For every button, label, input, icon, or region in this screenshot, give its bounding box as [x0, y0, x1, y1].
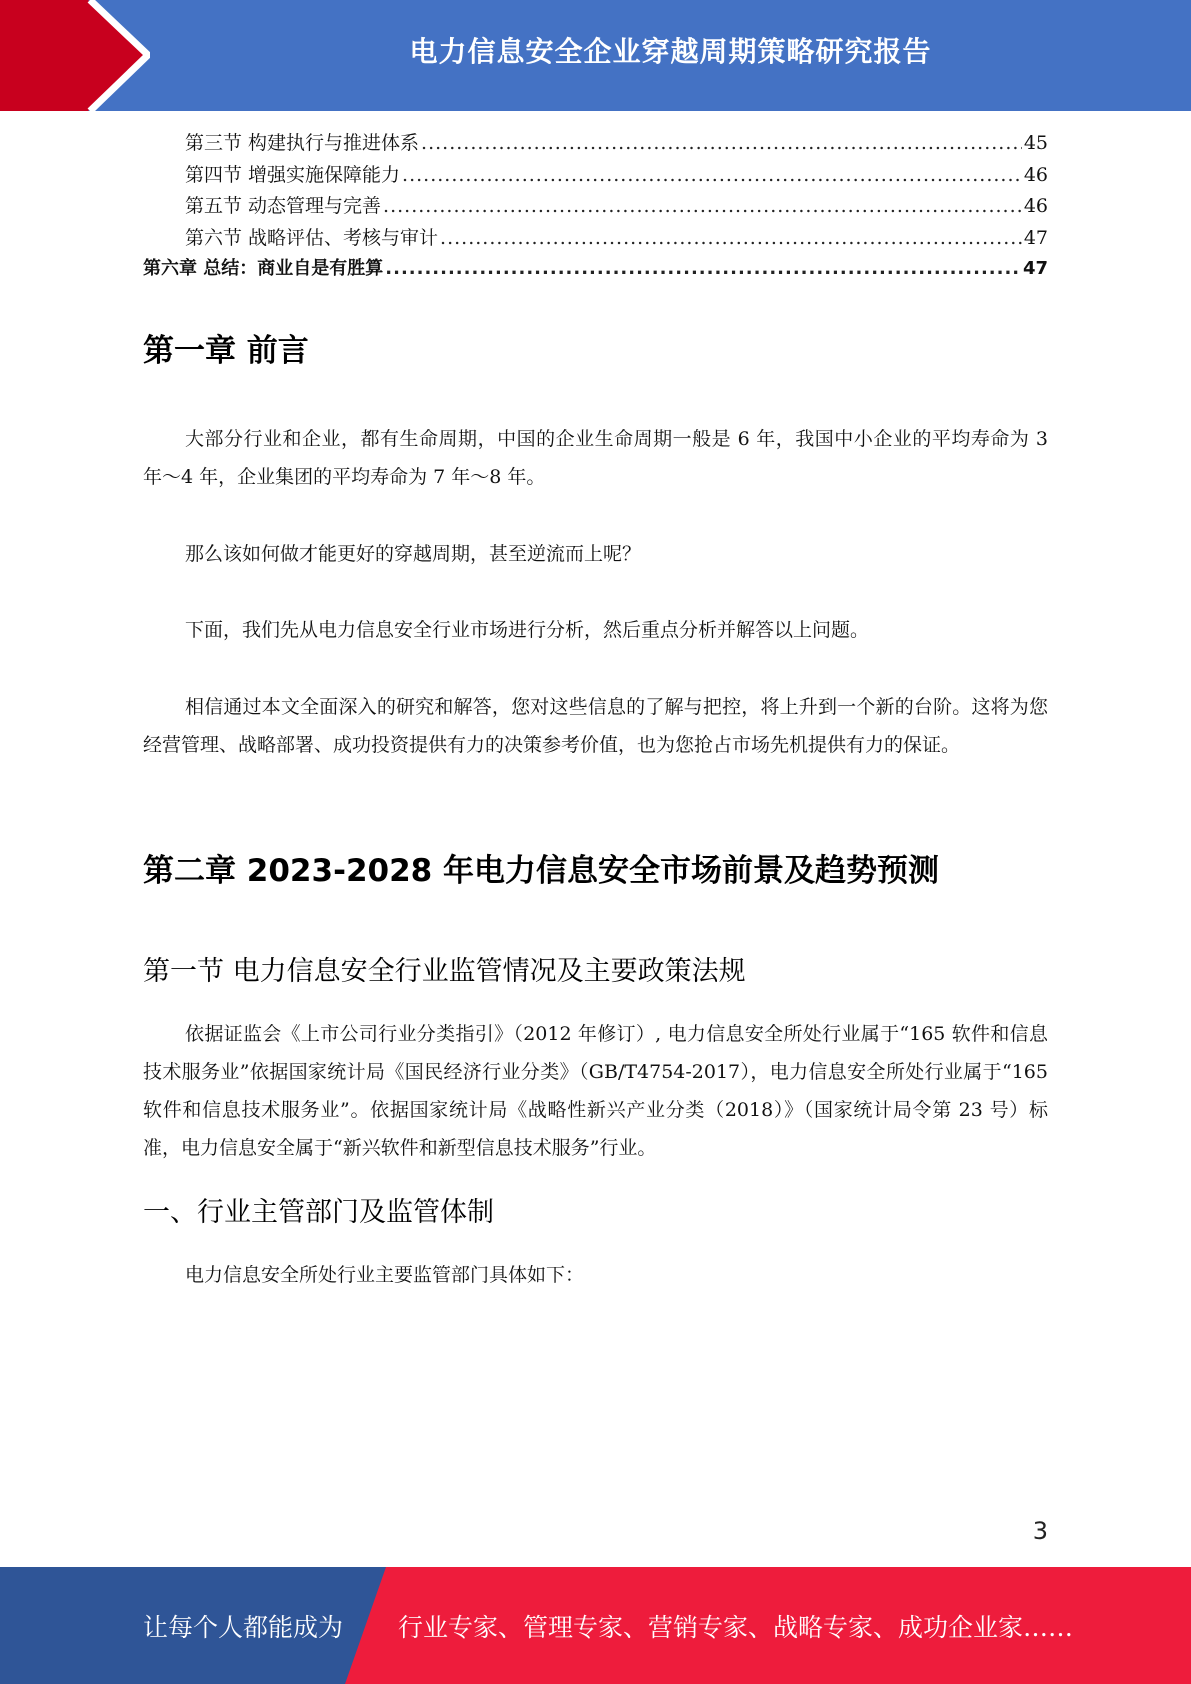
page-number: 3 — [1032, 1517, 1048, 1545]
toc-page-number: 47 — [1023, 226, 1048, 249]
paragraph: 电力信息安全所处行业主要监管部门具体如下： — [185, 1264, 585, 1286]
toc-label: 第四节 增强实施保障能力 — [185, 163, 401, 186]
subsection-heading: 一、行业主管部门及监管体制 — [143, 1197, 494, 1228]
toc-leader-dots — [440, 227, 1022, 249]
toc-label: 第六节 战略评估、考核与审计 — [185, 226, 439, 249]
paragraph: 大部分行业和企业，都有生命周期，中国的企业生命周期一般是 6 年，我国中小企业的平均寿命为 3 年～4 年，企业集团的平均寿命为 7 年～8 年。 — [143, 428, 1048, 488]
toc-row[interactable] — [143, 223, 1048, 255]
toc-label: 第五节 动态管理与完善 — [185, 195, 382, 217]
chapter-2-heading: 第二章 2023-2028 年电力信息安全市场前景及趋势预测 — [143, 853, 940, 889]
paragraph: 依据证监会《上市公司行业分类指引》（2012 年修订）, 电力信息安全所处行业属于“165 软件和信息技术服务业”依据国家统计局《国民经济行业分类》（GB/T4754-2017），电力信息安全所处行业属于“165 软件和信息技术服务业”。依据国家统计局《战略性新兴产业分类（2018）》（国家统计局令第 23 号）标准，电力信息安全属于“新兴软件和新型信息技术服务”行业。 — [143, 1023, 1048, 1159]
table-of-contents — [143, 128, 1048, 286]
chapter-1-heading: 第一章 前言 — [143, 333, 309, 369]
toc-row[interactable] — [143, 191, 1048, 223]
page-footer — [0, 1567, 1191, 1684]
toc-label: 第六章 总结：商业自是有胜算 — [143, 258, 384, 279]
toc-page-number: 47 — [1022, 258, 1048, 279]
toc-leader-dots — [421, 132, 1022, 154]
paragraph: 那么该如何做才能更好的穿越周期，甚至逆流而上呢？ — [185, 543, 642, 565]
toc-page-number: 46 — [1023, 163, 1048, 186]
report-title: 电力信息安全企业穿越周期策略研究报告 — [409, 35, 932, 68]
toc-row-chapter[interactable] — [143, 254, 1048, 286]
header-red-arrow-decoration — [0, 0, 150, 111]
paragraph: 相信通过本文全面深入的研究和解答，您对这些信息的了解与把控，将上升到一个新的台阶。这将为您经营管理、战略部署、成功投资提供有力的决策参考价值，也为您抢占市场先机提供有力的保证。 — [143, 696, 1048, 756]
toc-leader-dots — [383, 195, 1022, 217]
footer-slogan-left: 让每个人都能成为 — [143, 1612, 344, 1642]
toc-row[interactable] — [143, 128, 1048, 160]
footer-slogan-right: 行业专家、管理专家、营销专家、战略专家、成功企业家…… — [398, 1612, 1074, 1642]
toc-leader-dots — [402, 164, 1022, 186]
page-header — [0, 0, 1191, 111]
toc-label: 第三节 构建执行与推进体系 — [185, 132, 420, 154]
toc-row[interactable] — [143, 160, 1048, 192]
section-heading: 第一节 电力信息安全行业监管情况及主要政策法规 — [143, 956, 746, 987]
toc-page-number: 46 — [1023, 195, 1048, 217]
toc-page-number: 45 — [1023, 132, 1048, 154]
paragraph: 下面，我们先从电力信息安全行业市场进行分析，然后重点分析并解答以上问题。 — [185, 619, 870, 641]
toc-leader-dots — [385, 258, 1021, 279]
